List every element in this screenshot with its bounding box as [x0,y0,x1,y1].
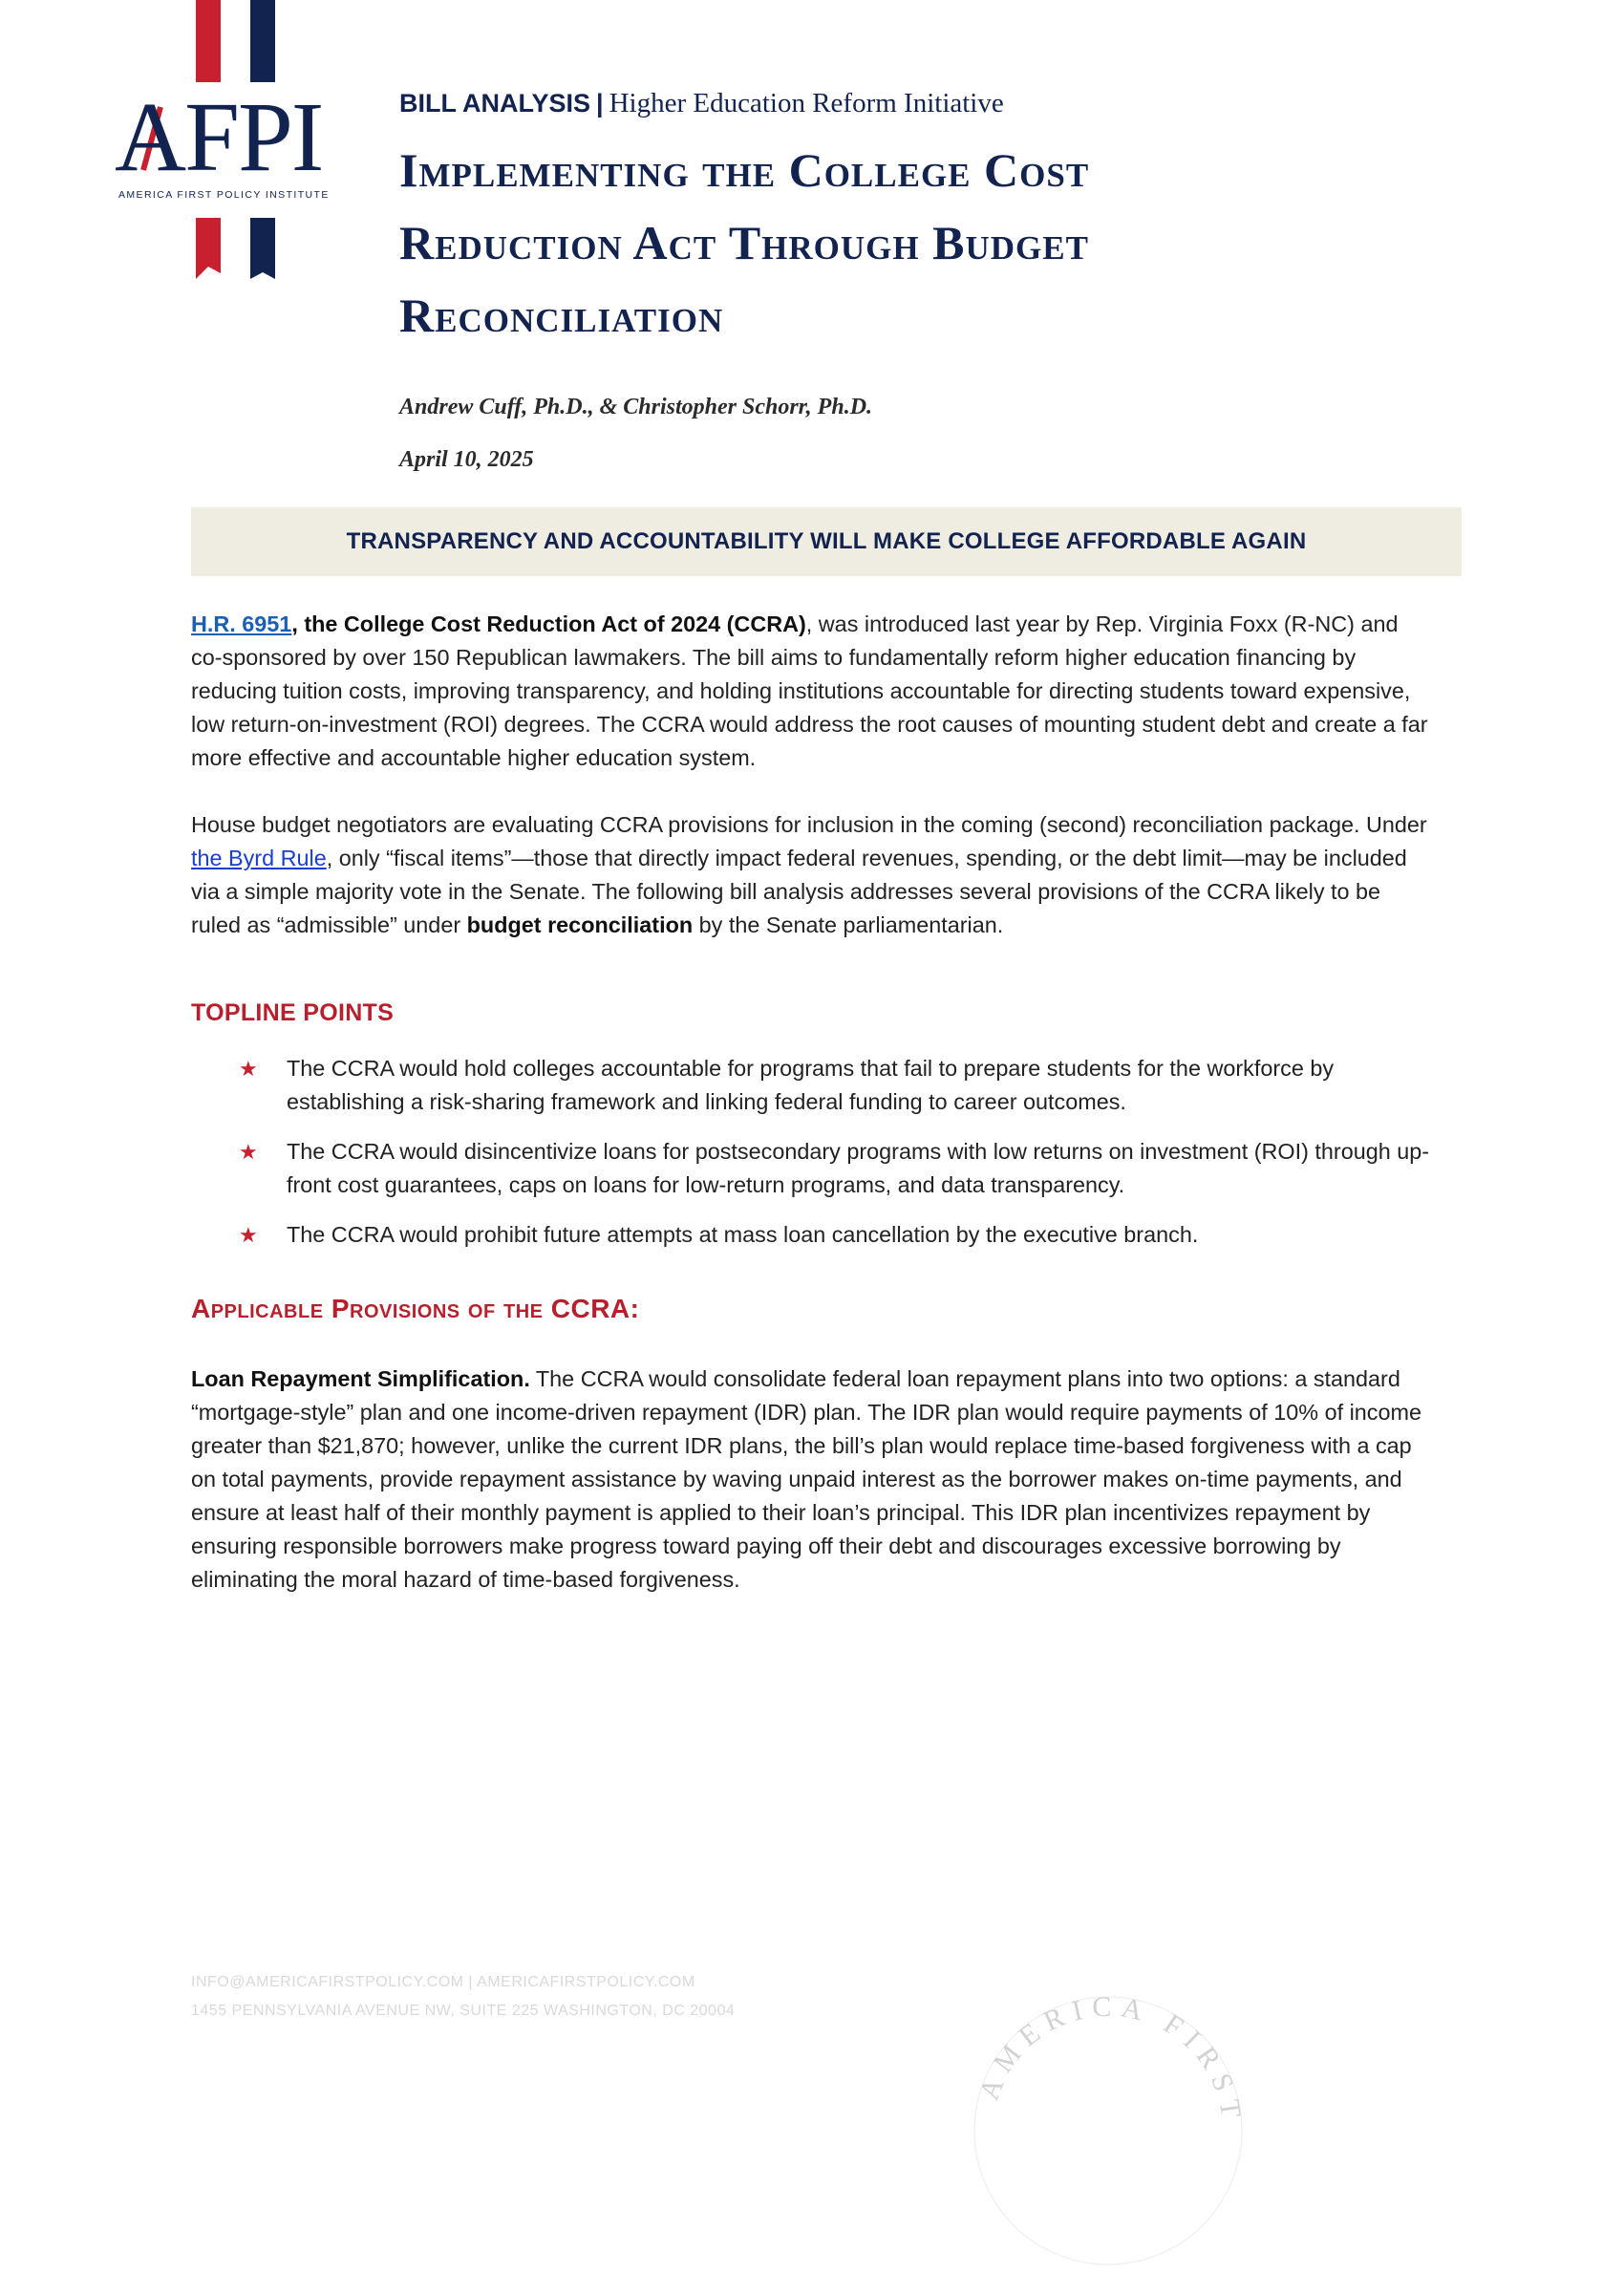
intro-paragraph-1 [191,608,1433,775]
hr6951-link[interactable]: H.R. 6951 [191,611,292,636]
list-item [191,1052,1433,1119]
kicker-program: Higher Education Reform Initiative [609,88,1004,118]
byrd-rule-link[interactable]: the Byrd Rule [191,846,327,870]
budget-reconciliation-term: budget reconciliation [466,912,694,937]
logo-wordmark: AFPI [115,82,323,192]
topline-heading: TOPLINE POINTS [191,999,395,1026]
kicker-label: BILL ANALYSIS [399,89,591,118]
loan-repayment-text: The CCRA would consolidate federal loan repayment plans into two options: a standard “mortgage-style” plan and one income-driven repayment (IDR) plan. The IDR plan would require payments of 10% of income greater than $21,870; however, unlike the current IDR plans, the bill’s plan would replace time-based forgiveness with a cap on total payments, provide repayment assistance by waving unpaid interest as the borrower makes on-time payments, and ensure at least half of their monthly payment is applied to their loan’s principal. This IDR plan incentivizes repayment by ensuring responsible borrowers make progress toward paying off their debt and discourages excessive borrowing by eliminating the moral hazard of time-based forgiveness. [191,1366,1421,1592]
list-item [191,1218,1433,1252]
svg-text:AMERICA FIRST [973,1991,1249,2128]
star-icon: ★ [239,1140,258,1164]
kicker-separator: | [596,89,604,118]
footer-address: 1455 PENNSYLVANIA AVENUE NW, SUITE 225 WASHINGTON, DC 20004 [191,2003,736,2019]
intro-text-1: , was introduced last year by Rep. Virginia Foxx (R-NC) and co-sponsored by over 150 Republican lawmakers. The bill aims to fundamentally reform higher education financing by reducing tuition costs, improving transparency, and holding institutions accountable for directing students toward expensive, low return-on-investment (ROI) degrees. The CCRA would address the root causes of mounting student debt and create a far more effective and accountable higher education system. [191,611,1428,770]
seal-text: AMERICA FIRST [972,1990,1249,2129]
authors: Andrew Cuff, Ph.D., & Christopher Schorr, Ph.D. [399,395,873,419]
star-icon: ★ [239,1223,258,1247]
loan-repayment-paragraph [191,1362,1433,1597]
star-icon: ★ [239,1057,258,1081]
list-item [191,1135,1433,1202]
footer-contact: INFO@AMERICAFIRSTPOLICY.COM | AMERICAFIRSTPOLICY.COM [191,1974,695,1990]
afpi-logo [0,0,382,296]
seal-watermark [965,1987,1251,2274]
intro-text-2c: by the Senate parliamentarian. [693,912,1004,937]
topline-list [191,1052,1433,1252]
loan-repayment-lead: Loan Repayment Simplification. [191,1366,530,1391]
logo-subtitle: AMERICA FIRST POLICY INSTITUTE [118,189,330,201]
bullet-text: The CCRA would hold colleges accountable for programs that fail to prepare students for the workforce by establishing a risk-sharing framework and linking federal funding to career outcomes. [287,1056,1335,1114]
document-kicker [399,88,1004,119]
document-body [191,608,1433,1597]
document-title: Implementing the College Cost Reduction Act Through Budget Reconciliation [399,143,1090,342]
bullet-text: The CCRA would prohibit future attempts at mass loan cancellation by the executive branch. [287,1222,1199,1247]
intro-text-2b: , only “fiscal items”—those that directly impact federal revenues, spending, or the debt limit—may be included via a simple majority vote in the Senate. The following bill analysis addresses several provisions of the CCRA likely to be ruled as “admissible” under [191,846,1407,937]
summary-banner [191,507,1462,576]
intro-text-2a: House budget negotiators are evaluating CCRA provisions for inclusion in the coming (second) reconciliation package. Under [191,812,1427,837]
bullet-text: The CCRA would disincentivize loans for postsecondary programs with low returns on investment (ROI) through up-front cost guarantees, caps on loans for low-return programs, and data transparency. [287,1139,1430,1197]
banner-text: TRANSPARENCY AND ACCOUNTABILITY WILL MAKE COLLEGE AFFORDABLE AGAIN [346,528,1307,554]
bill-name: , the College Cost Reduction Act of 2024 (CCRA) [291,611,806,636]
page-footer [191,1968,735,2026]
intro-paragraph-2 [191,808,1433,942]
publication-date: April 10, 2025 [399,447,534,472]
provisions-heading: Applicable Provisions of the CCRA: [191,1294,640,1323]
